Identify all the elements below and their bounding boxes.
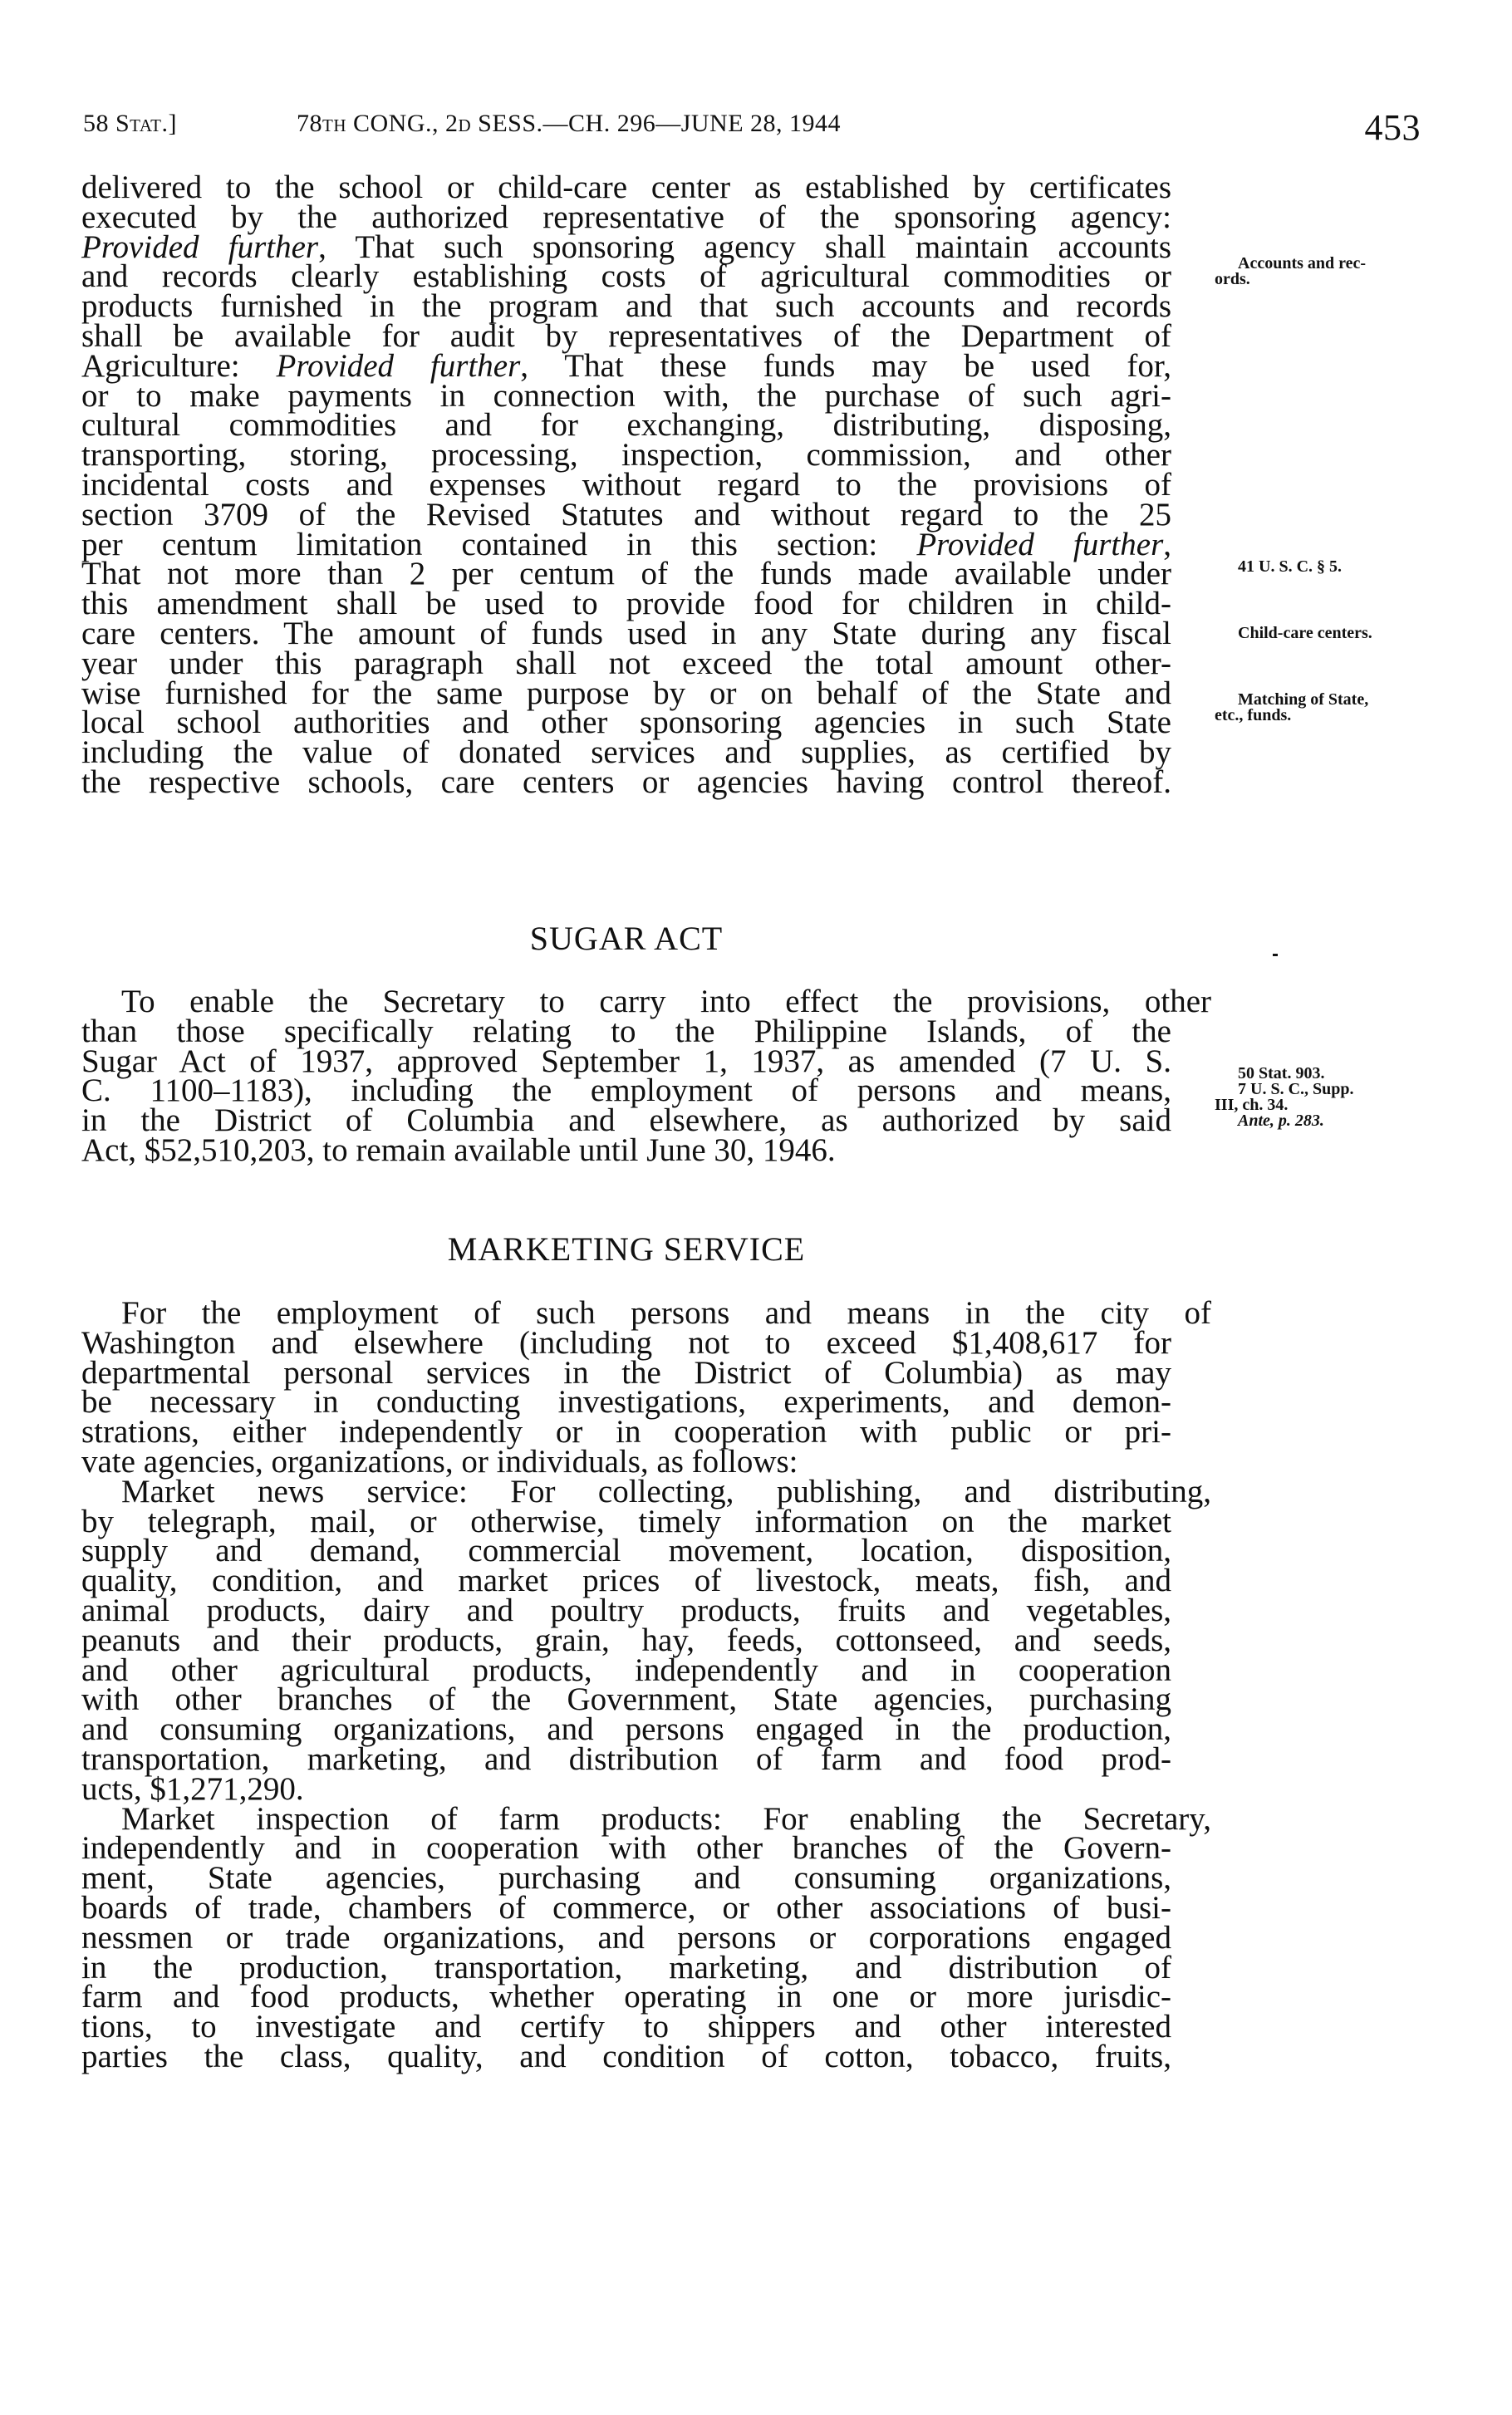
text-line: supply and demand, commercial movement, location, disposition, (81, 1533, 1171, 1569)
text-line: by telegraph, mail, or otherwise, timely information on the market (81, 1503, 1171, 1539)
margin-note-line: Matching of State, (1238, 690, 1369, 709)
running-head-text: 78th CONG., 2d SESS.—CH. 296—JUNE 28, 1944 (297, 110, 842, 137)
text-line: than those specifically relating to the Philippine Islands, of the (81, 1013, 1171, 1049)
text-line: Provided further, That such sponsoring agency shall maintain accounts (81, 228, 1172, 265)
text-line: this amendment shall be used to provide food for children in child- (81, 586, 1171, 622)
text-line: vate agencies, organizations, or individuals, as follows: (81, 1443, 798, 1480)
text-line: wise furnished for the same purpose by or on behalf of the State and (81, 675, 1171, 711)
margin-note-ante (1215, 1113, 1447, 1129)
margin-note-line: 41 U. S. C. § 5. (1238, 557, 1343, 576)
text-line: To enable the Secretary to carry into effect the provisions, other (121, 984, 1211, 1019)
text-line: with other branches of the Government, State agencies, purchasing (81, 1681, 1171, 1718)
italic-proviso: Provided further (81, 228, 319, 265)
text-line: and other agricultural products, independently and in cooperation (81, 1652, 1171, 1688)
margin-note-line: etc., funds. (1215, 706, 1292, 724)
margin-note-child-care-centers (1215, 626, 1447, 641)
text-line: per centum limitation contained in this section: Provided further, (81, 526, 1171, 562)
text-line: For the employment of such persons and means in the city of (121, 1295, 1211, 1331)
margin-note-line: 7 U. S. C., Supp. (1238, 1080, 1354, 1098)
text-line: products furnished in the program and that such accounts and records (81, 288, 1171, 325)
text-line: be necessary in conducting investigations, experiments, and demon- (81, 1384, 1171, 1421)
text-line: and consuming organizations, and persons engaged in the production, (81, 1711, 1171, 1748)
text-line: C. 1100–1183), including the employment of persons and means, (81, 1073, 1171, 1109)
margin-note-usc-supp (1215, 1082, 1447, 1113)
text-line: including the value of donated services and supplies, as certified by (81, 734, 1171, 771)
text-line: boards of trade, chambers of commerce, or other associations of busi- (81, 1889, 1171, 1926)
paragraph-sugar-act (81, 984, 1211, 1168)
text-line: in the production, transportation, marketing, and distribution of (81, 1949, 1171, 1986)
text-line: and records clearly establishing costs of agricultural commodities or (81, 258, 1171, 295)
volume-citation (83, 110, 177, 138)
text-line: ucts, $1,271,290. (81, 1770, 304, 1807)
volume-citation-text: 58 Stat.] (83, 110, 177, 137)
text-line: Market news service: For collecting, publishing, and distributing, (121, 1473, 1211, 1509)
text-line: farm and food products, whether operating in one or more jurisdic- (81, 1979, 1171, 2015)
paragraph-child-care-funds (81, 169, 1172, 800)
heading-marketing-service: MARKETING SERVICE (447, 1230, 806, 1268)
text-line: tions, to investigate and certify to shippers and other interested (81, 2009, 1171, 2045)
text-line: departmental personal services in the District of Columbia) as may (81, 1354, 1171, 1391)
text-line: local school authorities and other sponsoring agencies in such State (81, 704, 1171, 741)
text-line: Market inspection of farm products: For enabling the Secretary, (121, 1800, 1211, 1837)
text-line: the respective schools, care centers or agencies having control thereof. (81, 763, 1171, 800)
paragraph-marketing-service (81, 1295, 1211, 2074)
heading-sugar-act: SUGAR ACT (529, 920, 724, 957)
page-number: 453 (1364, 107, 1421, 148)
margin-note-matching-funds (1215, 692, 1447, 724)
text-line: animal products, dairy and poultry products, fruits and vegetables, (81, 1592, 1171, 1628)
text-line: Washington and elsewhere (including not to exceed $1,408,617 for (81, 1324, 1171, 1361)
text-line: year under this paragraph shall not exceed the total amount other- (81, 645, 1171, 681)
running-head (297, 110, 841, 138)
italic-proviso: Provided further (276, 347, 521, 384)
margin-note-line: 50 Stat. 903. (1238, 1064, 1325, 1082)
text-line: care centers. The amount of funds used in any State during any fiscal (81, 615, 1171, 651)
text-line: quality, condition, and market prices of livestock, meats, fish, and (81, 1563, 1171, 1599)
text-line: Sugar Act of 1937, approved September 1, 1937, as amended (7 U. S. (81, 1043, 1171, 1079)
text-line: strations, either independently or in cooperation with public or pri- (81, 1414, 1171, 1450)
margin-note-line (1215, 1113, 1447, 1129)
margin-note-line: ords. (1215, 270, 1250, 288)
text-line: transporting, storing, processing, inspection, commission, and other (81, 437, 1171, 474)
text-line: independently and in cooperation with other branches of the Govern- (81, 1830, 1171, 1867)
text-line: delivered to the school or child-care center as established by certificates (81, 169, 1171, 205)
margin-note-line: Child-care centers. (1238, 624, 1372, 642)
text-line: Agriculture: Provided further, That these funds may be used for, (81, 347, 1172, 384)
margin-note-ante-text: Ante, p. 283. (1238, 1112, 1324, 1130)
text-line: executed by the authorized representative of the sponsoring agency: (81, 199, 1171, 235)
text-line: shall be available for audit by representatives of the Department of (81, 317, 1171, 354)
text-line: Act, $52,510,203, to remain available until June 30, 1946. (81, 1131, 836, 1168)
text-line: That not more than 2 per centum of the funds made available under (81, 556, 1171, 592)
text-line: section 3709 of the Revised Statutes and without regard to the 25 (81, 496, 1171, 533)
margin-note-line: Accounts and rec- (1238, 254, 1367, 272)
text-line: or to make payments in connection with, the purchase of such agri- (81, 377, 1171, 414)
margin-note-accounts-records (1215, 256, 1447, 287)
margin-note-usc-citation (1215, 559, 1447, 575)
text-line: transportation, marketing, and distribution of farm and food prod- (81, 1740, 1171, 1777)
text-line: ment, State agencies, purchasing and consuming organizations, (81, 1860, 1171, 1897)
text-line: peanuts and their products, grain, hay, feeds, cottonseed, and seeds, (81, 1622, 1171, 1658)
margin-note-line: III, ch. 34. (1215, 1096, 1289, 1114)
text-line: in the District of Columbia and elsewhere, as authorized by said (81, 1102, 1171, 1139)
italic-proviso: Provided further (916, 526, 1164, 562)
text-line: nessmen or trade organizations, and persons or corporations engaged (81, 1919, 1171, 1956)
text-line: parties the class, quality, and condition of cotton, tobacco, fruits, (81, 2038, 1171, 2074)
print-speck (1273, 954, 1278, 956)
text-line: cultural commodities and for exchanging, distributing, disposing, (81, 407, 1171, 444)
text-line: incidental costs and expenses without regard to the provisions of (81, 466, 1171, 503)
